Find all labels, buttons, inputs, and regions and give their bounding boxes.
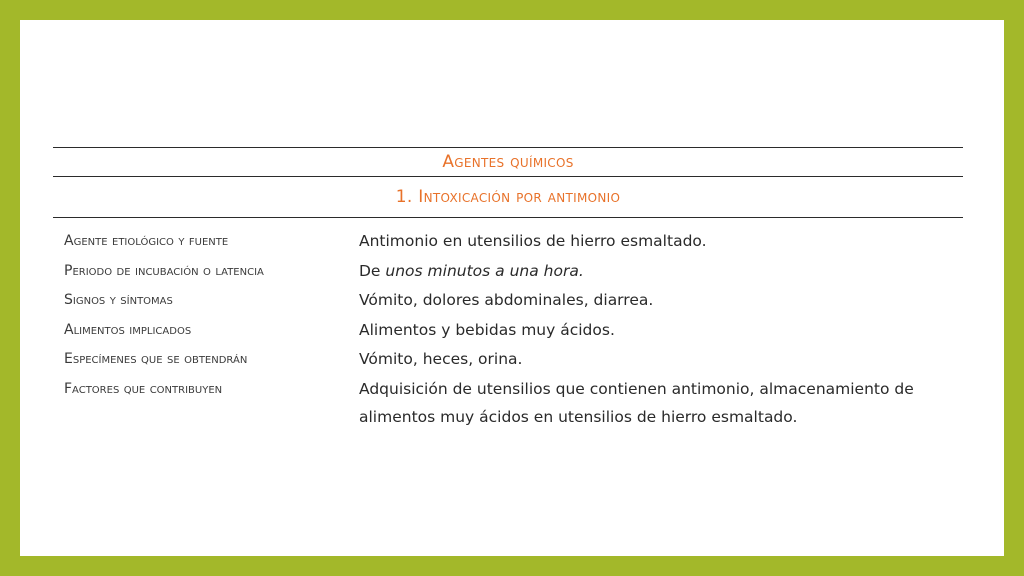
table-row	[53, 375, 963, 431]
header-bottom-rule	[53, 217, 963, 218]
row-value	[359, 257, 963, 285]
row-label: Especímenes que se obtendrán	[64, 351, 248, 367]
row-label: Agente etiológico y fuente	[64, 233, 229, 249]
row-label: Signos y síntomas	[64, 292, 173, 308]
row-value: Antimonio en utensilios de hierro esmaltado.	[359, 232, 707, 250]
slide	[20, 20, 1004, 556]
subtitle: 1. Intoxicación por antimonio	[395, 187, 621, 207]
table-row	[53, 316, 963, 346]
row-value: Vómito, dolores abdominales, diarrea.	[359, 291, 654, 309]
row-label: Factores que contribuyen	[64, 380, 223, 397]
row-value: Vómito, heces, orina.	[359, 350, 523, 368]
table-body	[53, 227, 963, 431]
table-row	[53, 345, 963, 375]
food-poisoning-table	[53, 147, 963, 431]
row-value: Alimentos y bebidas muy ácidos.	[359, 320, 615, 339]
table-row	[53, 257, 963, 287]
row-value: Adquisición de utensilios que contienen antimonio, almacenamiento de alimentos muy ácidos en utensilios de hierro esmaltado.	[359, 379, 914, 426]
table-row	[53, 286, 963, 316]
row-label: Periodo de incubación o latencia	[64, 262, 264, 279]
row-value-prefix: De	[359, 261, 386, 280]
row-value-italic: unos minutos a una hora.	[385, 261, 584, 280]
table-row	[53, 227, 963, 257]
section-title: Agentes químicos	[442, 152, 574, 172]
row-label: Alimentos implicados	[64, 321, 192, 338]
